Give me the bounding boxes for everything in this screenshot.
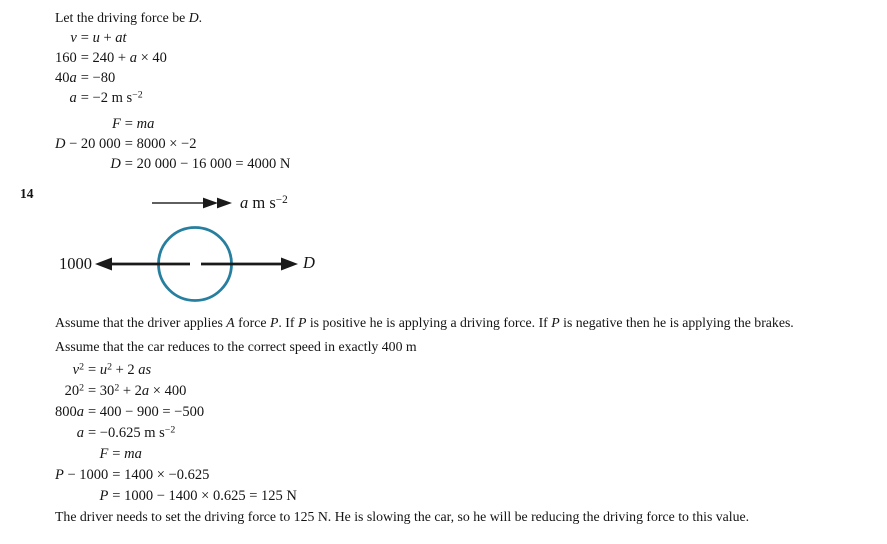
eq-lhs: F (99, 446, 109, 462)
right-force-label: D (303, 253, 315, 272)
left-force-arrowhead-icon (95, 258, 112, 271)
eq-rhs: = 1000 − 1400 × 0.625 = 125 N (112, 488, 297, 504)
eq-rhs: = 240 + a × 40 (80, 50, 167, 66)
equation-block-uvat (55, 28, 167, 108)
eq-lhs: P (99, 488, 109, 504)
eq-rhs: = 400 − 900 = −500 (88, 404, 205, 420)
assumption-line-2: Assume that the car reduces to the correct speed in exactly 400 m (55, 339, 417, 354)
eq-lhs: a (76, 425, 84, 441)
eq-lhs: v (70, 30, 77, 46)
acceleration-label: a m $s^{-2}$ (240, 193, 288, 212)
eq-rhs: = −2 m $s^{-2}$ (80, 89, 143, 106)
eq-rhs: = ma (112, 446, 142, 462)
eq-lhs: $v^2$ (72, 361, 84, 378)
eq-rhs: = ma (124, 116, 155, 132)
eq-lhs: D − 20 000 (55, 136, 121, 152)
acceleration-arrowhead-icon (203, 198, 218, 209)
eq-lhs: a (69, 90, 77, 106)
equation-block-suvat2 (55, 360, 204, 444)
intro-text: Let the driving force be D. (55, 10, 203, 25)
eq-rhs: = 1400 × −0.625 (112, 467, 210, 483)
eq-lhs: F (111, 116, 121, 132)
eq-lhs: $20^2$ (64, 382, 84, 399)
eq-lhs: P − 1000 (55, 467, 109, 483)
eq-rhs: = −0.625 m $s^{-2}$ (88, 424, 176, 441)
assumption-line-1: Assume that the driver applies A force P. If P is positive he is applying a driving force. If P is negative then he is applying the brakes. (55, 315, 794, 330)
eq-rhs: = $30^2 + 2a \times 400$ (88, 382, 187, 399)
eq-lhs: 40a (55, 70, 77, 86)
eq-lhs: 160 (55, 50, 77, 66)
equation-block-fma-d (55, 114, 290, 174)
left-force-label: 1000 (59, 254, 92, 273)
question-number: 14 (20, 186, 34, 201)
eq-rhs: = 20 000 − 16 000 = 4000 N (124, 156, 291, 172)
eq-lhs: 800a (55, 404, 84, 420)
equation-block-fma-p (55, 444, 297, 507)
right-force-arrowhead-icon (281, 258, 298, 271)
eq-rhs: = u + at (80, 30, 127, 46)
eq-rhs: = −80 (80, 70, 116, 86)
force-diagram-svg (0, 180, 340, 310)
conclusion-text: The driver needs to set the driving force to 125 N. He is slowing the car, so he will be reducing the driving force to this value. (55, 509, 750, 524)
acceleration-arrowhead-icon (217, 198, 232, 209)
eq-rhs: = 8000 × −2 (124, 136, 197, 152)
eq-lhs: D (110, 156, 121, 172)
eq-rhs: = $u^2 + 2$ as (88, 361, 152, 378)
